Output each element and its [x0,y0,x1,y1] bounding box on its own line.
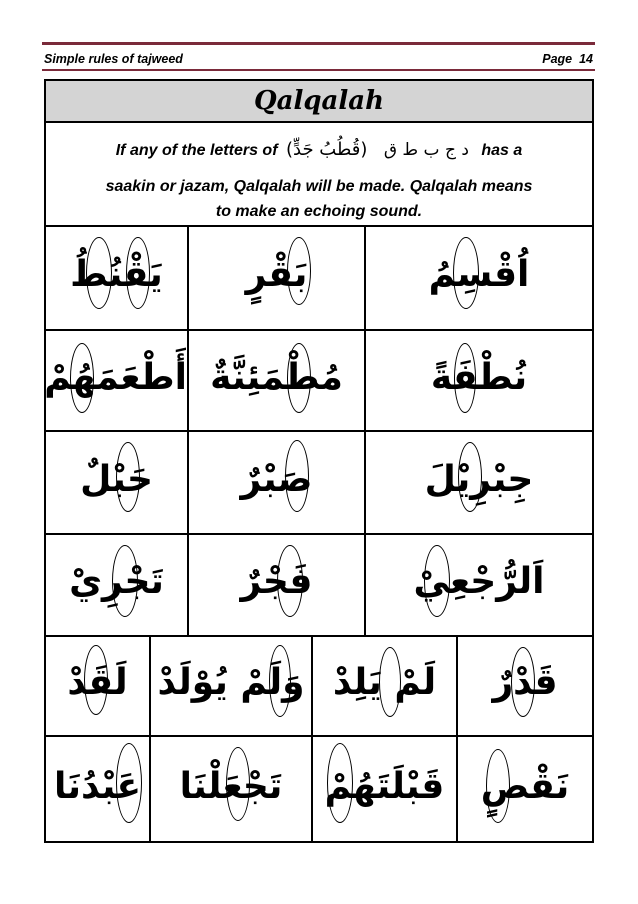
arabic-word: عَبْدُنَا [53,766,142,808]
page-number: Page 14 [542,52,593,66]
example-cell [46,432,189,533]
arabic-word: اُقْسِمُ [428,254,530,296]
header-top-rule [42,42,595,45]
qalqalah-letter-oval [486,749,510,823]
example-row [46,432,592,535]
example-row [46,637,592,737]
page-title: Qalqalah [46,81,592,123]
arabic-word: قَبْلَتَهُمْ [324,766,445,808]
intro-line-1: If any of the letters of (قُطُبُ جَدٍّ) د ج ب ط ق has a [115,139,523,160]
qalqalah-letter-oval [226,747,250,821]
arabic-word: تَجْعَلْنَا [179,766,283,808]
qalqalah-letter-oval [116,743,142,823]
arabic-word: نَقْصٍ [480,766,570,808]
arabic-word: لَمْ يَلِدْ [332,662,437,704]
arabic-word: قَدْرٌ [492,662,558,704]
example-cell [46,737,151,843]
example-cell [151,737,313,843]
example-row [46,331,592,432]
arabic-word: نُطْفَةً [430,356,528,398]
qalqalah-letter-oval [511,647,535,717]
qalqalah-letters: د ج ب ط ق [383,140,469,160]
qalqalah-letter-oval [458,442,482,512]
example-cell [366,331,592,430]
example-row [46,535,592,637]
example-cell [366,432,592,533]
page-header [42,50,595,68]
arabic-word: صَبْرٌ [240,458,313,500]
example-cell [46,637,151,735]
qalqalah-letter-oval [269,645,291,717]
qalqalah-letter-oval [454,343,476,413]
qalqalah-letter-oval [126,237,150,309]
arabic-word: جِبْرِيْلَ [424,458,534,500]
arabic-word: وَلَمْ يُوْلَدْ [157,662,305,704]
example-cell [46,227,189,329]
qalqalah-letter-oval [112,545,138,617]
intro-line-3: to make an echoing sound. [215,203,423,220]
qalqalah-letter-oval [70,343,94,413]
example-cell [458,737,592,843]
example-row [46,737,592,843]
qalqalah-letter-oval [277,545,303,617]
intro-text [46,123,592,227]
qalqalah-letter-oval [287,343,311,413]
example-cell [458,637,592,735]
qalqalah-letter-oval [287,237,311,305]
example-cell [313,737,458,843]
example-cell [46,535,189,635]
arabic-word: مُطْمَئِنَّةٌ [210,356,343,398]
qalqalah-letter-oval [379,647,401,717]
example-cell [151,637,313,735]
example-cell [189,535,366,635]
qalqalah-letter-oval [285,440,309,512]
qalqalah-letter-oval [116,442,140,512]
arabic-word: أَطْعَمَهُمْ [44,356,187,398]
arabic-word: لَقَدْ [67,662,128,704]
arabic-word: تَجْرِيْ [69,561,164,603]
example-cell [46,331,189,430]
arabic-word: يَقْنُطُ [70,254,163,296]
example-cell [313,637,458,735]
qalqalah-letter-oval [327,743,353,823]
arabic-word: اَلرُّجْعِيْ [413,561,545,603]
qalqalah-table [44,79,594,843]
arabic-word: فَجْرٌ [240,561,313,603]
header-title: Simple rules of tajweed [44,52,183,66]
arabic-word: بَقْرٍ [245,254,308,296]
arabic-mnemonic: (قُطُبُ جَدٍّ) [285,139,368,160]
example-cell [366,535,592,635]
qalqalah-letter-oval [453,237,479,309]
example-cell [189,432,366,533]
arabic-word: حَبْلٌ [80,458,153,500]
qalqalah-letter-oval [424,545,450,617]
intro-line-2: saakin or jazam, Qalqalah will be made. Qalqalah means [105,178,533,195]
example-row [46,227,592,331]
example-cell [366,227,592,329]
example-cell [189,227,366,329]
qalqalah-letter-oval [84,645,108,715]
header-bottom-rule [42,69,595,71]
qalqalah-letter-oval [86,237,112,309]
example-cell [189,331,366,430]
